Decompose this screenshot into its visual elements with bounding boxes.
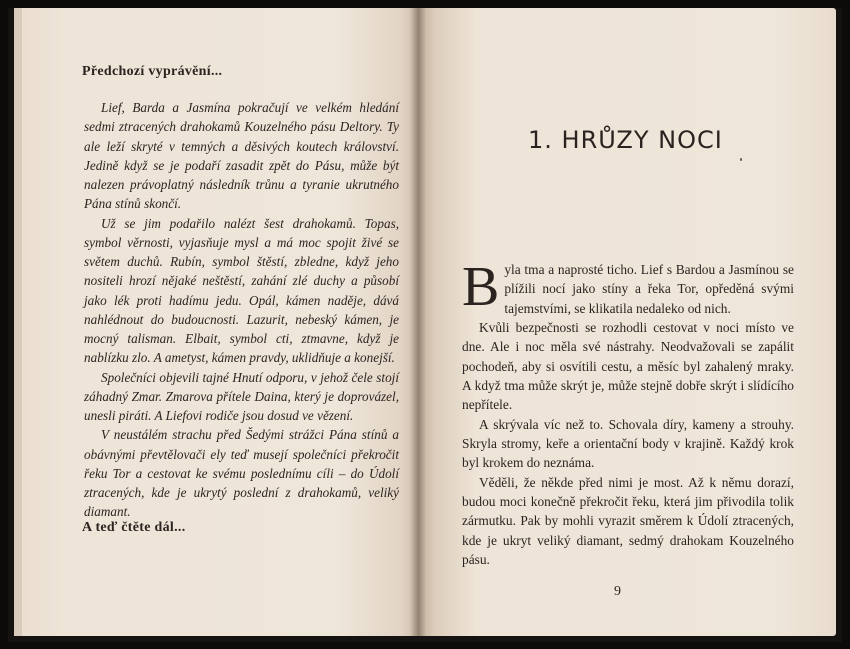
- recap-paragraph: Lief, Barda a Jasmína pokračují ve velkém hledání sedmi ztracených drahokamů Kouzelného pásu Deltory. Ty ale leží skryté v temných a děsivých koutech království. Jedině když se je podaří zasadit zpět do Pásu, může být nalezen právoplatný následník trůnu a tyranie ukrutného Pána stínů skončí.: [84, 100, 399, 212]
- body-paragraph: Věděli, že někde před nimi je most. Až k němu dorazí, budou moci konečně překročit řeku, která jim přivodila tolik zármutku. Pak by mohli vyrazit směrem k Údolí ztracených, kde je ukryt veliký diamant, sedmý drahokam Kouzelného pásu.: [462, 474, 794, 568]
- recap-paragraph: V neustálém strachu před Šedými strážci Pána stínů a obávnými převtělovači ely teď musejí společníci překročit řeku Tor a cestovat ke svému poslednímu cíli – do Údolí ztracených, kde je ukrytý poslední z drahokamů, veliký diamant.: [84, 427, 399, 520]
- recap-heading: Předchozí vyprávění...: [82, 64, 223, 79]
- read-on-heading: A teď čtěte dál...: [82, 520, 186, 535]
- open-book: [8, 8, 842, 642]
- body-paragraph: A skrývala víc než to. Schovala díry, kameny a strouhy. Skryla stromy, keře a orientační body v krajině. Každý krok byl krokem do neznáma.: [462, 416, 794, 471]
- drop-cap: B: [462, 256, 500, 318]
- chapter-title: 1. HRŮZY NOCI: [528, 126, 723, 154]
- body-paragraph: Kvůli bezpečnosti se rozhodli cestovat v noci místo ve dne. Ale i noc měla své nástrahy. Neodvažovali se zapálit pochodeň, aby si osvítili cestu, a měsíc byl zahalený mraky. A když tma může skrýt je, může stejně dobře skrýt i slídícího nepřítele.: [462, 320, 794, 413]
- body-paragraph: [462, 256, 794, 318]
- recap-paragraph: Už se jim podařilo nalézt šest drahokamů. Topas, symbol věrnosti, vyjasňuje mysl a má moc spojit živé se světem duchů. Rubín, symbol štěstí, zbledne, když jeho nositeli hrozí nějaké neštěstí, zahání zlé duchy a působí jako lék proti hadímu jedu. Opál, kámen naděje, dává nahlédnout do budoucnosti. Lazurit, nebeský kámen, je mocný talisman. Elbait, symbol cti, ztmavne, když je nablízku zlo. A ametyst, kámen pravdy, uklidňuje a konejší.: [84, 215, 399, 366]
- chapter-body: [462, 256, 794, 570]
- first-paragraph-text: yla tma a naprosté ticho. Lief s Bardou a Jasmínou se plížili nocí jako stíny a řeka Tor, opředěná svými tajemstvími, se klikatila nedaleko od nich.: [504, 262, 794, 316]
- page-number: 9: [614, 584, 621, 599]
- book-gutter: [410, 8, 426, 636]
- recap-text: [84, 98, 399, 522]
- right-page: [418, 8, 836, 636]
- page-edges: [14, 8, 22, 636]
- left-page: [14, 8, 418, 636]
- recap-paragraph: Společníci objevili tajné Hnutí odporu, v jehož čele stojí záhadný Zmar. Zmarova přítele Daina, který je doprovázel, unesli piráti. A Liefovi rodiče jsou dosud ve vězení.: [84, 369, 399, 423]
- paper-speck: [740, 158, 742, 161]
